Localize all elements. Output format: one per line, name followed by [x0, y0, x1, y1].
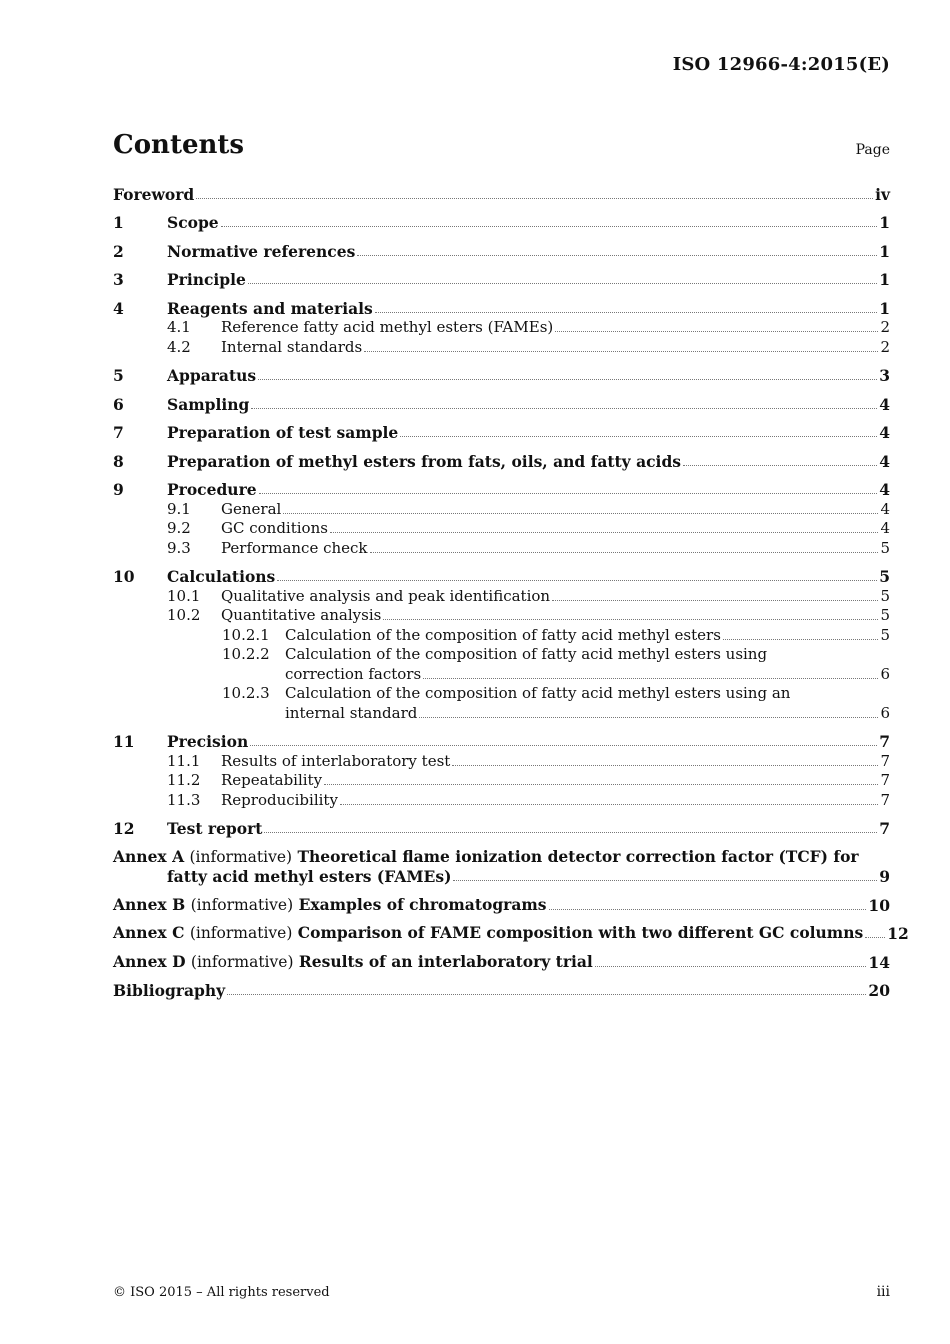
toc-page-number: 7 [880, 771, 890, 789]
toc-entry-number: 4.2 [167, 337, 191, 356]
toc-entry-number: 10.2.2 [222, 645, 270, 663]
toc-entry-number: 9 [113, 480, 124, 499]
copyright-notice: © ISO 2015 – All rights reserved [113, 1285, 330, 1300]
toc-entry-number: 7 [113, 423, 124, 442]
toc-entry-number: 10.2.3 [222, 684, 270, 702]
toc-entry-number: 4.1 [167, 318, 191, 336]
toc-entry-text: internal standard [285, 703, 418, 722]
leader-dots [423, 677, 878, 679]
toc-entry-annex-d[interactable] [113, 952, 890, 972]
leader-dots [357, 254, 877, 256]
toc-entry-10-1[interactable] [113, 586, 890, 606]
toc-entry-foreword[interactable] [113, 184, 890, 204]
toc-entry-text: Reagents and materials [167, 298, 373, 318]
toc-page-number: 1 [879, 241, 890, 261]
leader-dots [865, 936, 885, 938]
toc-entry-number: 4 [113, 298, 124, 318]
toc-page-number: 5 [880, 538, 890, 557]
toc-entry-text: Sampling [167, 394, 250, 414]
leader-dots [452, 764, 878, 766]
toc-page-number: 2 [880, 337, 890, 356]
toc-entry-11-2[interactable] [113, 771, 890, 791]
toc-entry-text: Repeatability [221, 771, 323, 789]
toc-entry-11-3[interactable] [113, 790, 890, 810]
toc-entry-text: correction factors [285, 664, 422, 683]
toc-entry-number: 5 [113, 366, 124, 385]
toc-entry-number: 9.2 [167, 519, 191, 537]
toc-entry-text: Principle [167, 270, 246, 289]
annex-title: fatty acid methyl esters (FAMEs) [167, 867, 452, 886]
toc-page-number: 1 [879, 298, 890, 318]
toc-page-number: 3 [879, 366, 890, 385]
toc-entry-text: Results of interlaboratory test [221, 751, 451, 770]
toc-page-number: 5 [880, 606, 890, 624]
toc-entry-number: 9.1 [167, 499, 191, 518]
leader-dots [453, 879, 877, 881]
toc-entry-reagents[interactable] [113, 298, 890, 318]
toc-entry-number: 10.2 [167, 606, 201, 624]
annex-type: (informative) [189, 847, 293, 866]
toc-page-number: 5 [879, 567, 890, 586]
leader-dots [552, 599, 878, 601]
toc-entry-11-1[interactable] [113, 751, 890, 771]
toc-entry-calculations[interactable] [113, 567, 890, 587]
toc-entry-methyl-esters[interactable] [113, 451, 890, 471]
page-column-label: Page [855, 142, 890, 158]
toc-page-number: 12 [887, 924, 909, 943]
annex-title: Comparison of FAME composition with two different GC columns [297, 923, 864, 942]
toc-entry-number: 11.3 [167, 790, 201, 809]
toc-page-number: 4 [879, 451, 890, 471]
toc-entry-text: Normative references [167, 241, 356, 261]
toc-entry-number: 11.1 [167, 751, 201, 770]
toc-entry-10-2-2[interactable] [113, 645, 890, 665]
annex-type: (informative) [189, 924, 293, 942]
toc-page-number: 4 [880, 499, 890, 518]
toc-page-number: 2 [880, 318, 890, 336]
toc-page-number: 1 [879, 270, 890, 289]
toc-page-number: iv [875, 184, 890, 204]
leader-dots [364, 350, 878, 352]
toc-page-number: 4 [879, 394, 890, 414]
page-title: Contents [113, 130, 245, 160]
toc-entry-scope[interactable] [113, 213, 890, 233]
toc-entry-text: Foreword [113, 184, 195, 204]
toc-entry-number: 1 [113, 213, 124, 232]
toc-entry-10-2-1[interactable] [113, 625, 890, 645]
toc-entry-10-2-3[interactable] [113, 684, 890, 704]
toc-entry-annex-a[interactable] [113, 847, 890, 867]
table-of-contents [113, 184, 909, 1000]
leader-dots [400, 435, 877, 437]
toc-entry-text: Preparation of test sample [167, 423, 399, 442]
toc-entry-number: 10.1 [167, 586, 201, 605]
toc-entry-number: 12 [113, 819, 135, 838]
annex-type: (informative) [190, 952, 294, 971]
toc-entry-number: 6 [113, 394, 124, 414]
leader-dots [250, 744, 877, 746]
toc-entry-text: Calculations [167, 567, 276, 586]
leader-dots [549, 908, 867, 910]
toc-entry-number: 2 [113, 241, 124, 261]
toc-entry-text: Preparation of methyl esters from fats, oils, and fatty acids [167, 451, 682, 471]
toc-entry-text: Qualitative analysis and peak identification [221, 586, 551, 605]
annex-label: Annex A [113, 846, 185, 866]
toc-page-number: 6 [880, 664, 890, 683]
toc-page-number: 14 [868, 952, 890, 972]
toc-entry-text: GC conditions [221, 519, 328, 537]
leader-dots [251, 407, 877, 409]
toc-page-number: 7 [879, 732, 890, 751]
annex-label: Annex D [113, 951, 186, 971]
toc-entry-9-3[interactable] [113, 538, 890, 558]
toc-entry-9-2[interactable] [113, 519, 890, 539]
leader-dots [248, 282, 877, 284]
leader-dots [595, 965, 867, 967]
annex-label: Annex C [113, 923, 185, 942]
toc-entry-normative-references[interactable] [113, 241, 890, 261]
toc-page-number: 4 [880, 519, 890, 537]
toc-entry-9-1[interactable] [113, 499, 890, 519]
leader-dots [277, 579, 877, 581]
leader-dots [370, 551, 879, 553]
toc-entry-text: Reproducibility [221, 790, 338, 809]
toc-page-number: 10 [868, 895, 890, 915]
toc-entry-text: Test report [167, 819, 263, 838]
leader-dots [227, 993, 866, 995]
toc-entry-text: Internal standards [221, 337, 363, 356]
toc-entry-number: 10 [113, 567, 135, 586]
toc-entry-text: Procedure [167, 480, 257, 499]
leader-dots [419, 716, 878, 718]
toc-entry-text: Quantitative analysis [221, 606, 382, 624]
toc-entry-bibliography[interactable] [113, 981, 890, 1001]
leader-dots [258, 378, 877, 380]
leader-dots [723, 638, 879, 640]
toc-page-number: 6 [880, 703, 890, 722]
leader-dots [264, 831, 877, 833]
toc-page-number: 7 [880, 751, 890, 770]
toc-entry-text: Apparatus [167, 366, 257, 385]
toc-entry-apparatus[interactable] [113, 366, 890, 386]
toc-page-number: 20 [868, 981, 890, 1000]
toc-entry-text: Scope [167, 213, 219, 232]
toc-entry-4-2[interactable] [113, 337, 890, 357]
footer-page-number: iii [876, 1284, 890, 1300]
toc-entry-number: 11.2 [167, 771, 201, 789]
toc-entry-number: 10.2.1 [222, 625, 270, 644]
leader-dots [196, 197, 873, 199]
toc-entry-10-2-2-cont[interactable] [113, 664, 890, 684]
toc-entry-10-2-3-cont[interactable] [113, 703, 890, 723]
toc-entry-sampling[interactable] [113, 394, 890, 414]
toc-entry-text: Calculation of the composition of fatty acid methyl esters using an [285, 684, 791, 702]
toc-page-number: 4 [879, 423, 890, 442]
toc-entry-principle[interactable] [113, 270, 890, 290]
annex-label: Annex B [113, 894, 186, 914]
toc-entry-4-1[interactable] [113, 318, 890, 338]
toc-page-number: 1 [879, 213, 890, 232]
toc-page-number: 7 [880, 790, 890, 809]
annex-title: Theoretical flame ionization detector correction factor (TCF) for [297, 846, 859, 866]
toc-entry-annex-a-cont[interactable] [113, 867, 890, 887]
toc-entry-test-report[interactable] [113, 819, 890, 839]
leader-dots [683, 464, 877, 466]
toc-entry-number: 9.3 [167, 538, 191, 557]
leader-dots [555, 330, 878, 332]
toc-page-number: 9 [879, 867, 890, 886]
toc-entry-text: Performance check [221, 538, 368, 557]
toc-entry-procedure[interactable] [113, 480, 890, 500]
toc-entry-10-2[interactable] [113, 606, 890, 626]
toc-entry-text: General [221, 499, 282, 518]
toc-entry-test-sample[interactable] [113, 423, 890, 443]
annex-type: (informative) [190, 895, 294, 914]
toc-page-number: 5 [880, 586, 890, 605]
leader-dots [324, 783, 878, 785]
toc-page-number: 4 [879, 480, 890, 499]
toc-entry-number: 11 [113, 732, 135, 751]
toc-entry-annex-b[interactable] [113, 895, 890, 915]
leader-dots [375, 311, 877, 313]
leader-dots [221, 225, 878, 227]
toc-entry-text: Calculation of the composition of fatty acid methyl esters [285, 625, 721, 644]
toc-entry-number: 8 [113, 451, 124, 471]
leader-dots [330, 531, 879, 533]
leader-dots [283, 512, 878, 514]
toc-entry-text: Precision [167, 732, 249, 751]
leader-dots [340, 803, 879, 805]
annex-title: Results of an interlaboratory trial [298, 951, 593, 971]
toc-entry-precision[interactable] [113, 732, 890, 752]
annex-title: Examples of chromatograms [298, 894, 547, 914]
toc-entry-text: Reference fatty acid methyl esters (FAMEs) [221, 318, 554, 336]
toc-entry-text: Bibliography [113, 981, 226, 1000]
toc-entry-annex-c[interactable] [113, 923, 909, 944]
document-id: ISO 12966-4:2015(E) [672, 54, 890, 75]
toc-entry-number: 3 [113, 270, 124, 289]
leader-dots [259, 492, 878, 494]
toc-entry-text: Calculation of the composition of fatty acid methyl esters using [285, 645, 768, 663]
toc-page-number: 7 [879, 819, 890, 838]
toc-page-number: 5 [880, 625, 890, 644]
leader-dots [383, 618, 878, 620]
